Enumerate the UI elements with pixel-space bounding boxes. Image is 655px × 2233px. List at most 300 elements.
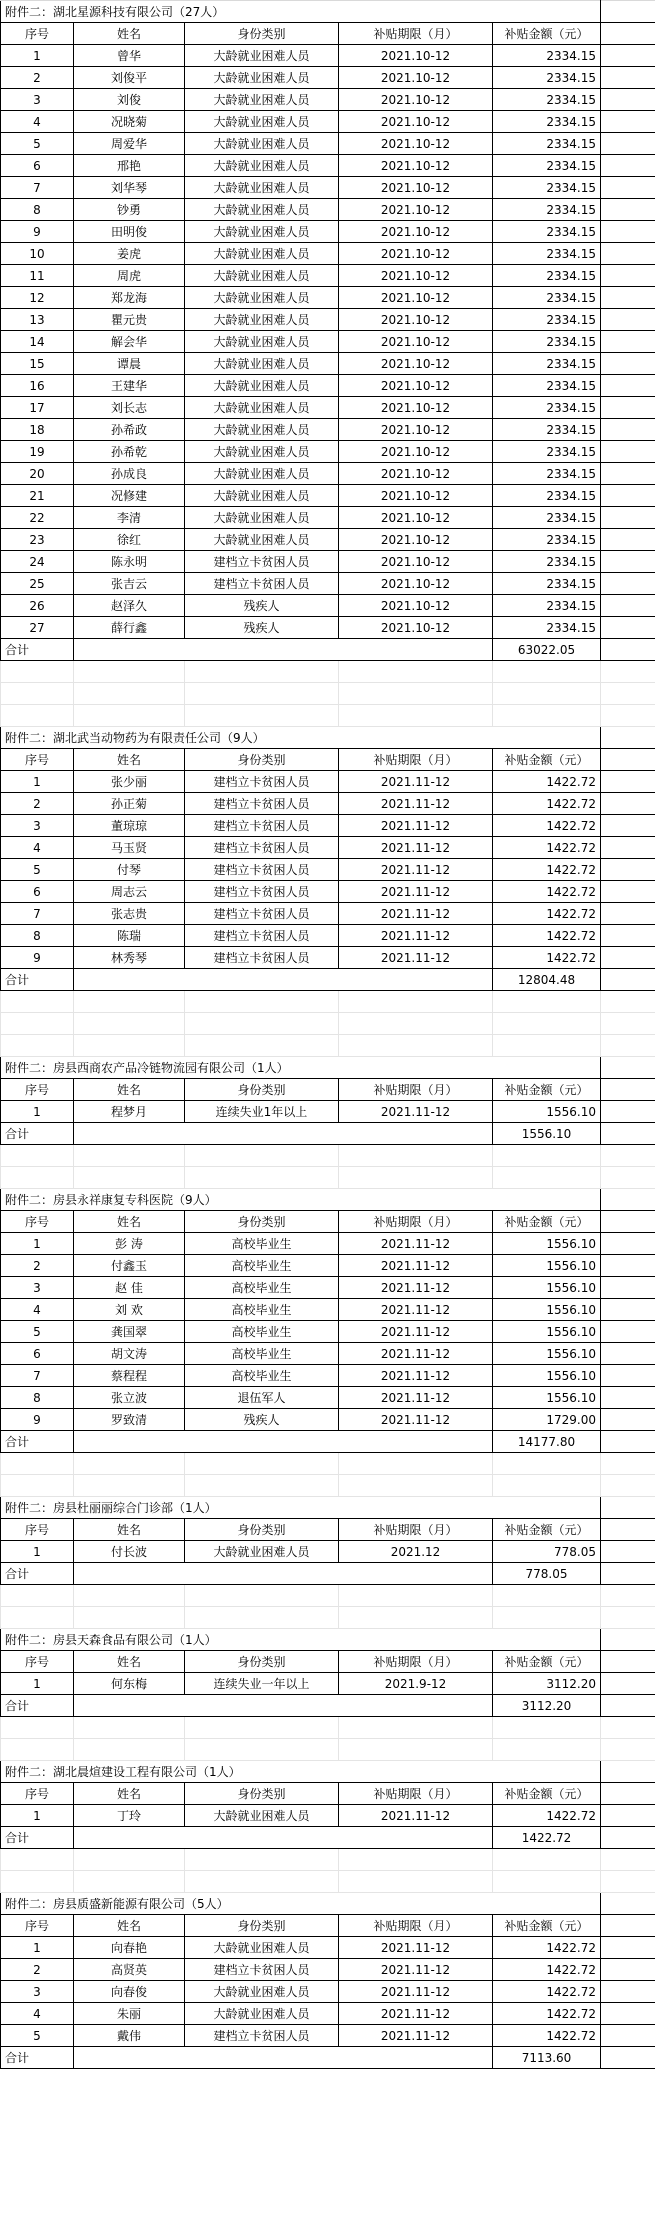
identity-category: 建档立卡贫困人员 [185, 837, 339, 859]
subsidy-amount: 1556.10 [493, 1387, 601, 1409]
column-header: 身份类别 [185, 1915, 339, 1937]
row-index: 1 [1, 1541, 74, 1563]
empty-cell [601, 177, 655, 199]
identity-category: 高校毕业生 [185, 1299, 339, 1321]
subsidy-period: 2021.10-12 [339, 199, 493, 221]
table-row [1, 243, 655, 265]
person-name: 蔡程程 [74, 1365, 185, 1387]
empty-cell [339, 1849, 493, 1871]
person-name: 解会华 [74, 331, 185, 353]
person-name: 田明俊 [74, 221, 185, 243]
empty-cell [601, 837, 655, 859]
person-name: 刘俊平 [74, 67, 185, 89]
empty-cell [601, 2025, 655, 2047]
empty-cell [339, 1167, 493, 1189]
subsidy-period: 2021.10-12 [339, 463, 493, 485]
subsidy-period: 2021.11-12 [339, 837, 493, 859]
empty-cell [1, 1607, 74, 1629]
empty-cell [185, 1739, 339, 1761]
column-header: 姓名 [74, 1651, 185, 1673]
subsidy-period: 2021.10-12 [339, 507, 493, 529]
total-spacer [74, 1695, 493, 1717]
subsidy-amount: 2334.15 [493, 177, 601, 199]
empty-cell [601, 1717, 655, 1739]
subsidy-amount: 1422.72 [493, 1805, 601, 1827]
empty-cell [601, 859, 655, 881]
row-index: 3 [1, 1981, 74, 2003]
row-index: 4 [1, 837, 74, 859]
person-name: 罗致清 [74, 1409, 185, 1431]
subsidy-amount: 2334.15 [493, 551, 601, 573]
subsidy-period: 2021.11-12 [339, 1101, 493, 1123]
subsidy-amount: 2334.15 [493, 463, 601, 485]
table-row [1, 793, 655, 815]
column-header: 姓名 [74, 1519, 185, 1541]
column-header: 补贴金额（元） [493, 1783, 601, 1805]
empty-cell [601, 1959, 655, 1981]
empty-cell [601, 463, 655, 485]
header-row [1, 1915, 655, 1937]
identity-category: 高校毕业生 [185, 1233, 339, 1255]
column-header: 补贴金额（元） [493, 1519, 601, 1541]
identity-category: 高校毕业生 [185, 1365, 339, 1387]
table-body [1, 1, 655, 2069]
empty-cell [185, 1717, 339, 1739]
subsidy-amount: 3112.20 [493, 1673, 601, 1695]
subsidy-amount: 1556.10 [493, 1101, 601, 1123]
subsidy-period: 2021.10-12 [339, 221, 493, 243]
person-name: 张志贵 [74, 903, 185, 925]
empty-cell [601, 1783, 655, 1805]
total-row [1, 1431, 655, 1453]
empty-cell [339, 991, 493, 1013]
empty-cell [601, 1541, 655, 1563]
person-name: 付长波 [74, 1541, 185, 1563]
row-index: 6 [1, 881, 74, 903]
identity-category: 大龄就业困难人员 [185, 155, 339, 177]
table-row [1, 375, 655, 397]
section-title-row [1, 1497, 655, 1519]
identity-category: 大龄就业困难人员 [185, 1805, 339, 1827]
table-row [1, 1981, 655, 2003]
subsidy-amount: 1422.72 [493, 1937, 601, 1959]
identity-category: 大龄就业困难人员 [185, 177, 339, 199]
total-row [1, 1827, 655, 1849]
person-name: 邢艳 [74, 155, 185, 177]
column-header: 补贴期限（月） [339, 1651, 493, 1673]
subsidy-period: 2021.11-12 [339, 1365, 493, 1387]
header-row [1, 23, 655, 45]
person-name: 林秀琴 [74, 947, 185, 969]
empty-cell [493, 661, 601, 683]
empty-cell [601, 155, 655, 177]
subsidy-amount: 1556.10 [493, 1255, 601, 1277]
total-label: 合计 [1, 639, 74, 661]
empty-cell [601, 1057, 655, 1079]
empty-cell [601, 595, 655, 617]
row-index: 8 [1, 925, 74, 947]
empty-cell [601, 1915, 655, 1937]
identity-category: 高校毕业生 [185, 1255, 339, 1277]
total-amount: 778.05 [493, 1563, 601, 1585]
identity-category: 大龄就业困难人员 [185, 397, 339, 419]
subsidy-period: 2021.10-12 [339, 243, 493, 265]
section-title-row [1, 1189, 655, 1211]
identity-category: 建档立卡贫困人员 [185, 947, 339, 969]
section-title: 附件二：房县天森食品有限公司（1人） [1, 1629, 601, 1651]
empty-cell [74, 1145, 185, 1167]
empty-cell [339, 1871, 493, 1893]
table-row [1, 1365, 655, 1387]
person-name: 周志云 [74, 881, 185, 903]
empty-cell [601, 969, 655, 991]
section-title-row [1, 1761, 655, 1783]
header-row [1, 1519, 655, 1541]
subsidy-period: 2021.10-12 [339, 617, 493, 639]
empty-cell [493, 683, 601, 705]
row-index: 1 [1, 771, 74, 793]
column-header: 姓名 [74, 1211, 185, 1233]
person-name: 龚国翠 [74, 1321, 185, 1343]
empty-cell [74, 661, 185, 683]
subsidy-period: 2021.11-12 [339, 1299, 493, 1321]
empty-cell [601, 1255, 655, 1277]
empty-cell [601, 705, 655, 727]
person-name: 孙成良 [74, 463, 185, 485]
person-name: 赵 佳 [74, 1277, 185, 1299]
total-amount: 1422.72 [493, 1827, 601, 1849]
person-name: 高贤英 [74, 1959, 185, 1981]
table-row [1, 265, 655, 287]
subsidy-period: 2021.10-12 [339, 177, 493, 199]
blank-row [1, 991, 655, 1013]
subsidy-period: 2021.9-12 [339, 1673, 493, 1695]
row-index: 17 [1, 397, 74, 419]
row-index: 9 [1, 221, 74, 243]
section-title-row [1, 1893, 655, 1915]
person-name: 向春俊 [74, 1981, 185, 2003]
table-row [1, 507, 655, 529]
subsidy-amount: 1422.72 [493, 947, 601, 969]
column-header: 身份类别 [185, 1651, 339, 1673]
subsidy-period: 2021.10-12 [339, 573, 493, 595]
identity-category: 大龄就业困难人员 [185, 375, 339, 397]
subsidy-amount: 2334.15 [493, 617, 601, 639]
column-header: 补贴金额（元） [493, 749, 601, 771]
empty-cell [74, 1475, 185, 1497]
subsidy-period: 2021.10-12 [339, 287, 493, 309]
subsidy-amount: 1556.10 [493, 1343, 601, 1365]
table-row [1, 441, 655, 463]
empty-cell [185, 1145, 339, 1167]
column-header: 姓名 [74, 23, 185, 45]
subsidy-amount: 1422.72 [493, 2003, 601, 2025]
empty-cell [601, 265, 655, 287]
empty-cell [1, 705, 74, 727]
row-index: 15 [1, 353, 74, 375]
row-index: 2 [1, 793, 74, 815]
empty-cell [601, 89, 655, 111]
person-name: 陈瑞 [74, 925, 185, 947]
table-row [1, 1299, 655, 1321]
subsidy-period: 2021.10-12 [339, 419, 493, 441]
row-index: 23 [1, 529, 74, 551]
table-row [1, 45, 655, 67]
empty-cell [493, 1871, 601, 1893]
column-header: 序号 [1, 749, 74, 771]
person-name: 钞勇 [74, 199, 185, 221]
person-name: 刘 欢 [74, 1299, 185, 1321]
person-name: 张吉云 [74, 573, 185, 595]
blank-row [1, 705, 655, 727]
identity-category: 大龄就业困难人员 [185, 67, 339, 89]
blank-row [1, 1871, 655, 1893]
row-index: 9 [1, 1409, 74, 1431]
row-index: 11 [1, 265, 74, 287]
section-title: 附件二：湖北星源科技有限公司（27人） [1, 1, 601, 23]
subsidy-amount: 2334.15 [493, 243, 601, 265]
column-header: 身份类别 [185, 749, 339, 771]
person-name: 丁玲 [74, 1805, 185, 1827]
row-index: 7 [1, 1365, 74, 1387]
empty-cell [601, 1739, 655, 1761]
row-index: 2 [1, 1959, 74, 1981]
table-row [1, 551, 655, 573]
table-row [1, 859, 655, 881]
header-row [1, 1783, 655, 1805]
table-row [1, 485, 655, 507]
person-name: 孙正菊 [74, 793, 185, 815]
subsidy-period: 2021.10-12 [339, 529, 493, 551]
empty-cell [74, 1607, 185, 1629]
table-row [1, 1805, 655, 1827]
blank-row [1, 1453, 655, 1475]
person-name: 周爱华 [74, 133, 185, 155]
subsidy-period: 2021.11-12 [339, 771, 493, 793]
person-name: 胡文涛 [74, 1343, 185, 1365]
table-row [1, 353, 655, 375]
person-name: 刘俊 [74, 89, 185, 111]
subsidy-period: 2021.11-12 [339, 881, 493, 903]
blank-row [1, 1035, 655, 1057]
identity-category: 大龄就业困难人员 [185, 463, 339, 485]
subsidy-amount: 2334.15 [493, 221, 601, 243]
blank-row [1, 1585, 655, 1607]
row-index: 14 [1, 331, 74, 353]
empty-cell [601, 1695, 655, 1717]
empty-cell [339, 1739, 493, 1761]
identity-category: 大龄就业困难人员 [185, 111, 339, 133]
identity-category: 大龄就业困难人员 [185, 529, 339, 551]
subsidy-amount: 2334.15 [493, 111, 601, 133]
person-name: 朱丽 [74, 2003, 185, 2025]
empty-cell [74, 991, 185, 1013]
person-name: 孙希乾 [74, 441, 185, 463]
subsidy-period: 2021.11-12 [339, 1937, 493, 1959]
subsidy-period: 2021.11-12 [339, 1409, 493, 1431]
person-name: 王建华 [74, 375, 185, 397]
table-row [1, 595, 655, 617]
identity-category: 大龄就业困难人员 [185, 221, 339, 243]
subsidy-amount: 1556.10 [493, 1277, 601, 1299]
empty-cell [601, 1123, 655, 1145]
empty-cell [601, 683, 655, 705]
person-name: 况修建 [74, 485, 185, 507]
row-index: 5 [1, 1321, 74, 1343]
total-row [1, 2047, 655, 2069]
identity-category: 大龄就业困难人员 [185, 199, 339, 221]
subsidy-amount: 2334.15 [493, 67, 601, 89]
total-row [1, 969, 655, 991]
person-name: 姜虎 [74, 243, 185, 265]
table-row [1, 617, 655, 639]
column-header: 序号 [1, 1651, 74, 1673]
subsidy-period: 2021.10-12 [339, 551, 493, 573]
empty-cell [601, 1, 655, 23]
empty-cell [601, 1387, 655, 1409]
column-header: 序号 [1, 1915, 74, 1937]
column-header: 姓名 [74, 1915, 185, 1937]
subsidy-amount: 1422.72 [493, 1981, 601, 2003]
empty-cell [601, 1937, 655, 1959]
subsidy-amount: 2334.15 [493, 89, 601, 111]
empty-cell [1, 1475, 74, 1497]
total-label: 合计 [1, 1695, 74, 1717]
subsidy-amount: 1422.72 [493, 771, 601, 793]
empty-cell [493, 991, 601, 1013]
identity-category: 大龄就业困难人员 [185, 1937, 339, 1959]
table-row [1, 1343, 655, 1365]
subsidy-amount: 2334.15 [493, 397, 601, 419]
subsidy-amount: 1556.10 [493, 1299, 601, 1321]
table-row [1, 221, 655, 243]
row-index: 20 [1, 463, 74, 485]
identity-category: 残疾人 [185, 1409, 339, 1431]
subsidy-amount: 2334.15 [493, 199, 601, 221]
empty-cell [601, 1827, 655, 1849]
person-name: 徐红 [74, 529, 185, 551]
subsidy-amount: 2334.15 [493, 529, 601, 551]
row-index: 16 [1, 375, 74, 397]
row-index: 1 [1, 1673, 74, 1695]
identity-category: 建档立卡贫困人员 [185, 815, 339, 837]
identity-category: 大龄就业困难人员 [185, 1541, 339, 1563]
subsidy-amount: 1422.72 [493, 1959, 601, 1981]
empty-cell [601, 881, 655, 903]
row-index: 1 [1, 1805, 74, 1827]
subsidy-period: 2021.10-12 [339, 485, 493, 507]
empty-cell [601, 2003, 655, 2025]
empty-cell [339, 661, 493, 683]
empty-cell [185, 1871, 339, 1893]
identity-category: 建档立卡贫困人员 [185, 573, 339, 595]
subsidy-period: 2021.11-12 [339, 903, 493, 925]
empty-cell [74, 1871, 185, 1893]
empty-cell [185, 705, 339, 727]
empty-cell [493, 1739, 601, 1761]
empty-cell [1, 661, 74, 683]
empty-cell [601, 1673, 655, 1695]
subsidy-period: 2021.10-12 [339, 375, 493, 397]
empty-cell [601, 1431, 655, 1453]
table-row [1, 1673, 655, 1695]
subsidy-amount: 1556.10 [493, 1233, 601, 1255]
row-index: 5 [1, 859, 74, 881]
total-spacer [74, 1123, 493, 1145]
identity-category: 高校毕业生 [185, 1321, 339, 1343]
person-name: 程梦月 [74, 1101, 185, 1123]
blank-row [1, 1167, 655, 1189]
empty-cell [74, 705, 185, 727]
empty-cell [74, 1167, 185, 1189]
table-row [1, 1277, 655, 1299]
identity-category: 大龄就业困难人员 [185, 507, 339, 529]
person-name: 孙希政 [74, 419, 185, 441]
empty-cell [601, 441, 655, 463]
blank-row [1, 1013, 655, 1035]
row-index: 27 [1, 617, 74, 639]
empty-cell [74, 1013, 185, 1035]
total-amount: 14177.80 [493, 1431, 601, 1453]
total-row [1, 1695, 655, 1717]
subsidy-period: 2021.10-12 [339, 89, 493, 111]
section-title: 附件二：湖北晨煊建设工程有限公司（1人） [1, 1761, 601, 1783]
identity-category: 高校毕业生 [185, 1343, 339, 1365]
total-label: 合计 [1, 1563, 74, 1585]
person-name: 马玉贤 [74, 837, 185, 859]
person-name: 李清 [74, 507, 185, 529]
table-row [1, 133, 655, 155]
empty-cell [601, 353, 655, 375]
total-spacer [74, 639, 493, 661]
subsidy-period: 2021.11-12 [339, 815, 493, 837]
empty-cell [185, 1585, 339, 1607]
empty-cell [601, 639, 655, 661]
row-index: 4 [1, 111, 74, 133]
row-index: 6 [1, 155, 74, 177]
subsidy-amount: 1556.10 [493, 1365, 601, 1387]
header-row [1, 1079, 655, 1101]
row-index: 8 [1, 1387, 74, 1409]
subsidy-amount: 2334.15 [493, 309, 601, 331]
subsidy-amount: 1422.72 [493, 793, 601, 815]
empty-cell [339, 1035, 493, 1057]
column-header: 序号 [1, 23, 74, 45]
empty-cell [74, 1035, 185, 1057]
subsidy-period: 2021.10-12 [339, 133, 493, 155]
identity-category: 大龄就业困难人员 [185, 265, 339, 287]
subsidy-period: 2021.11-12 [339, 947, 493, 969]
total-spacer [74, 969, 493, 991]
column-header: 姓名 [74, 749, 185, 771]
empty-cell [1, 991, 74, 1013]
column-header: 补贴期限（月） [339, 1783, 493, 1805]
person-name: 付琴 [74, 859, 185, 881]
column-header: 补贴期限（月） [339, 1211, 493, 1233]
table-row [1, 815, 655, 837]
table-row [1, 903, 655, 925]
row-index: 2 [1, 67, 74, 89]
empty-cell [601, 1409, 655, 1431]
header-row [1, 1651, 655, 1673]
blank-row [1, 1739, 655, 1761]
row-index: 3 [1, 1277, 74, 1299]
empty-cell [601, 133, 655, 155]
identity-category: 建档立卡贫困人员 [185, 925, 339, 947]
subsidy-period: 2021.11-12 [339, 2025, 493, 2047]
subsidy-amount: 1556.10 [493, 1321, 601, 1343]
person-name: 何东梅 [74, 1673, 185, 1695]
